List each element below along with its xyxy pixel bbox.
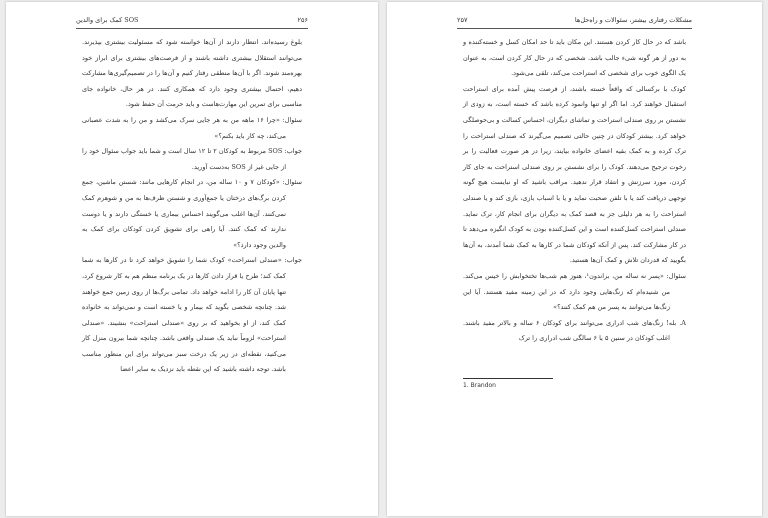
left-page-header bbox=[76, 14, 308, 29]
left-page-number: ۲۵۶ bbox=[297, 16, 308, 24]
paragraph: باشد که در حال کار کردن هستند. این مکان باید تا حد امکان کسل و خسته‌کننده و به دور از هر گونه شیء جالب باشد. شخصی که در حال کار کردن است، به عنوان یک الگوی خوب برای شخصی که استراحت می‌کند، تلقی می‌شود. bbox=[463, 38, 686, 78]
right-page bbox=[387, 2, 762, 516]
paragraph: کودک با برکسالی که واقعاً خسته باشند، از فرصت پیش آمده برای استراحت استقبال خواهند کرد. اما اگر او تنها وانمود کرده باشد که خسته است، به زودی از نشستن بر روی صندلی استراحت و تماشای دیگران، احساس کسالت و بی‌حوصلگی خواهد کرد. بیشتر کودکان در چنین حالتی تصمیم می‌گیرند که صندلی استراحت را ترک کرده و به کمک بقیه اعضای خانواده بیایند، زیرا در هر صورت فعالیت را بر رخوت ترجیح می‌دهند. کودک را برای نشستن بر روی صندلی استراحت به جای کار کردن، مورد سرزنش و انتقاد قرار ندهید. مراقب باشید که او نبایست هیچ گونه توجهی دریافت کند یا با تلفن صحبت نماید و یا با اسباب بازی، بازی کند و یا صندلی استراحت را به هر دلیلی جز به قصد کمک به دیگران برای انجام کار، ترک نماید. صندلی استراحت کسل‌کننده است و این کسل‌کننده بودن به کودک انگیزه می‌دهد تا در کار مشارکت کند. پس از آنکه کودکان شما در کارها به کمک شما آمدند، به آن‌ها بگویید که قدردان تلاش و کمک آن‌ها هستید. bbox=[463, 84, 686, 265]
question-paragraph: سئوال: «کودکان ۷ و ۱۰ ساله من، در انجام کارهایی مانند: شستن ماشین، جمع کردن برگ‌های درختان یا جمع‌آوری و شستن ظرف‌ها به من و شوهرم کمک نمی‌کنند. آن‌ها اغلب می‌گویند احساس بیماری یا خستگی دارند و یا دوست ندارند که کمک کنند. آیا راهی برای تشویق کردن کودکان برای کمک به والدین وجود دارد؟» bbox=[82, 178, 302, 249]
right-page-body bbox=[463, 35, 686, 347]
footnote-divider bbox=[463, 378, 553, 379]
footnote: 1. Brandon bbox=[463, 382, 496, 389]
answer-paragraph: جواب: «صندلی استراحت» کودک شما را تشویق خواهد کرد تا در کارها به شما کمک کند؛ طرح یا قرار دادن کارها در یک برنامه منظم هم به کار شروع کرد، تنها پایان آن کار را ادامه خواهد داد. تمامی برگ‌ها از روی زمین جمع خواهند شد. چنانچه شخصی بگوید که بیمار و یا خسته است و نمی‌تواند به خانواده کمک کند، از او بخواهید که بر روی «صندلی استراحت» بنشیند. «صندلی استراحت» لزوماً نباید یک صندلی واقعی باشد. چنانچه شما بیرون منزل کار می‌کنید، نقطه‌ای در زیر یک درخت سبز می‌تواند برای این منظور مناسب باشد. توجه داشته باشید که این نقطه باید نزدیک به سایر اعضا bbox=[82, 256, 302, 374]
question-paragraph: سئوال: «پسر نه ساله من، براندون¹، هنوز هم شب‌ها تختخوابش را خیس می‌کند. من شنیده‌ام که زنگ‌هایی وجود دارد که در این زمینه مفید هستند. آیا این زنگ‌ها می‌توانند به پسر من هم کمک کنند؟» bbox=[463, 271, 686, 312]
right-running-title: مشکلات رفتاری بیشتر، سئوالات و راه‌حل‌ها bbox=[574, 16, 692, 24]
right-page-header bbox=[457, 14, 692, 29]
right-page-number: ۲۵۷ bbox=[457, 16, 468, 24]
paragraph: بلوغ رسیده‌اند. انتظار دارند از آن‌ها خواسته شود که مسئولیت بیشتری بپذیرند. می‌توانند استقلال بیشتری داشته باشند و از فرصت‌های بیشتری برای ابراز خود بهره‌مند شوند. اگر با آن‌ها منطقی رفتار کنیم و آن‌ها را در تصمیم‌گیری‌ها مشارکت دهیم، احتمال بیشتری وجود دارد که همکاری کنند. در هر حال، خانواده جای مناسبی برای تمرین این مهارت‌هاست و باید حرمت آن حفظ شود. bbox=[82, 38, 302, 109]
answer-paragraph: A. بله! زنگ‌های شب ادراری می‌توانند برای کودکان ۶ ساله و بالاتر مفید باشند. اغلب کودکان در سنین ۵ یا ۶ سالگی شب ادراری را ترک bbox=[463, 318, 686, 343]
answer-paragraph: جواب: SOS مربوط به کودکان ۲ تا ۱۲ سال است و شما باید جواب سئوال خود را از جایی غیر از SOS به‌دست آورید. bbox=[82, 147, 302, 171]
question-paragraph: سئوال: «چرا ۱۶ ماهه من به هر جایی سرک می‌کشد و من را به شدت عصبانی می‌کند، چه کار باید بکنم؟» bbox=[82, 115, 302, 140]
left-running-title: SOS کمک برای والدین bbox=[76, 16, 139, 24]
left-page bbox=[6, 2, 378, 516]
left-page-body bbox=[82, 35, 302, 378]
